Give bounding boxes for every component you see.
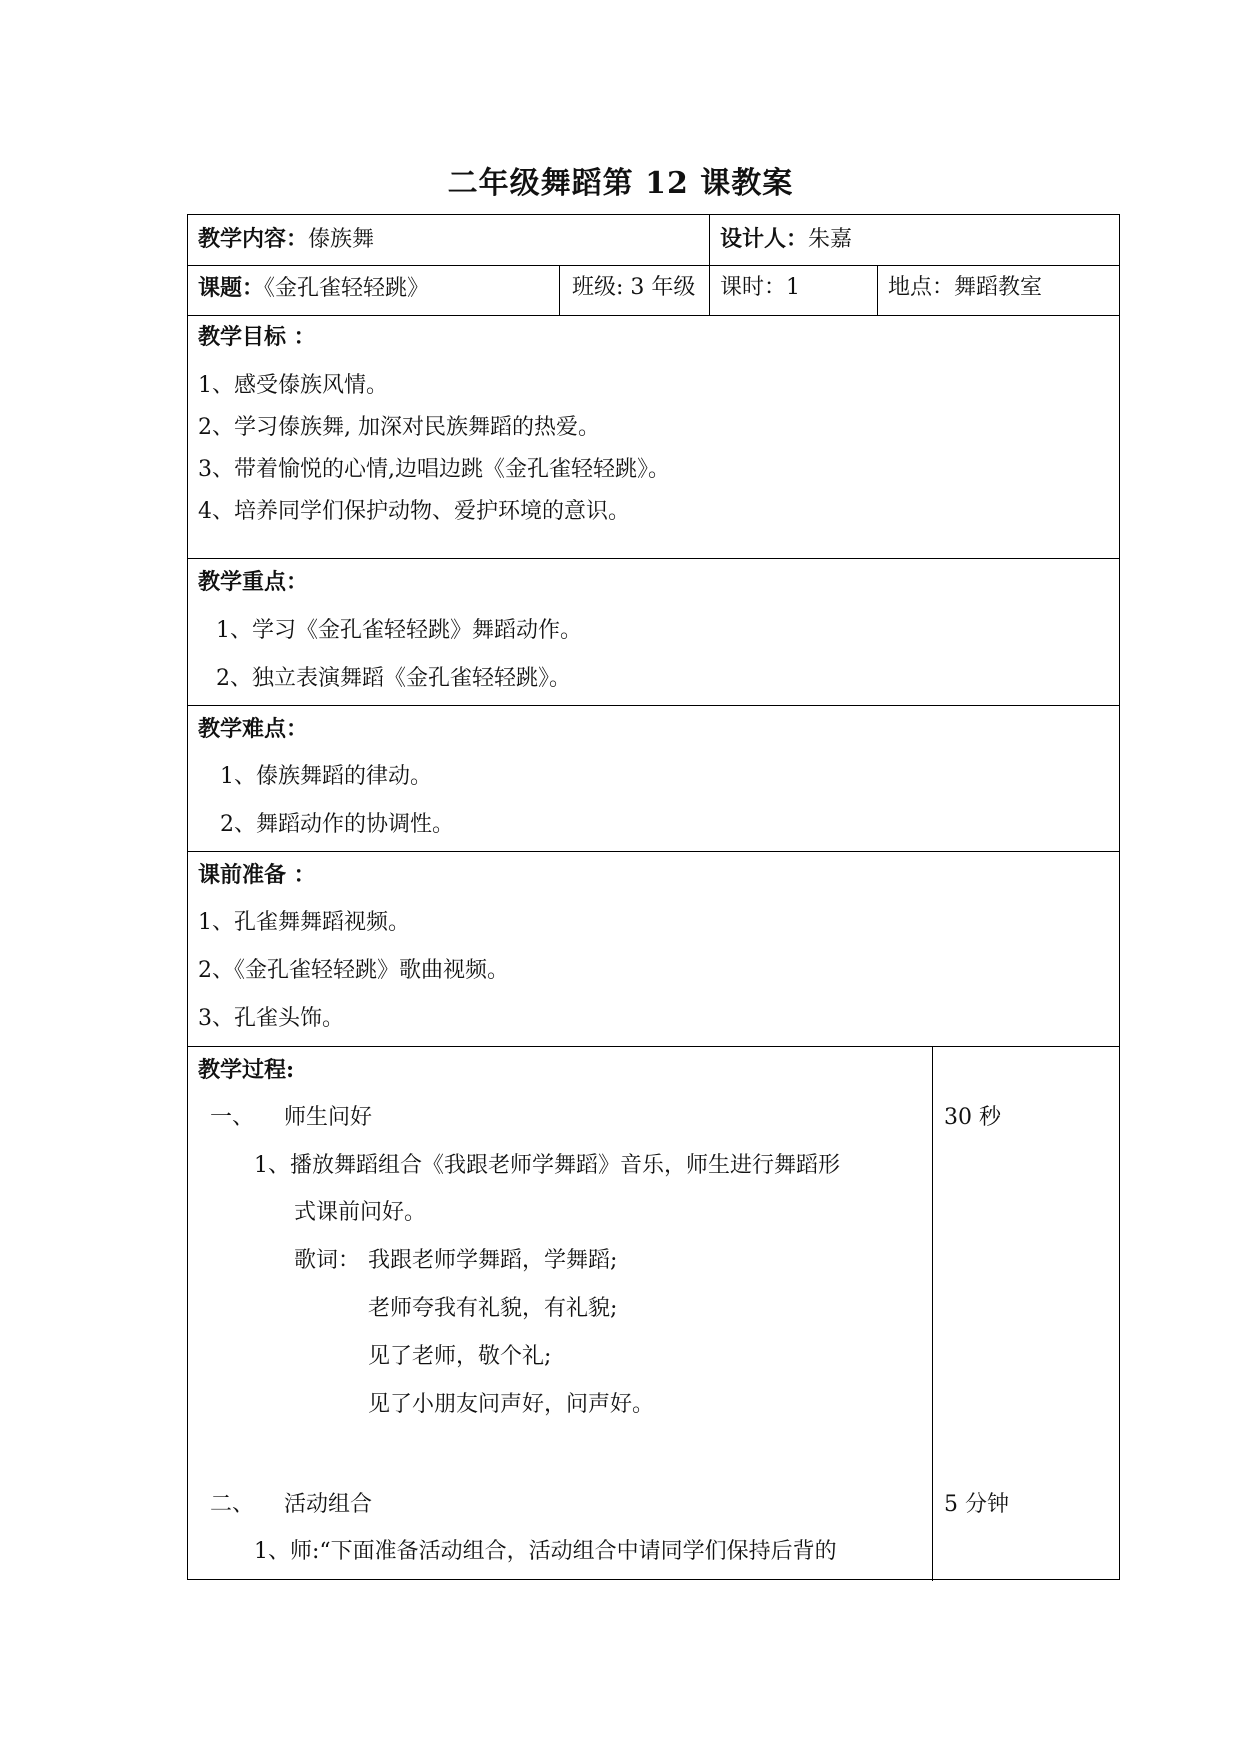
lyrics-line: 见了小朋友问声好，问声好。 xyxy=(368,1392,655,1417)
period-cell xyxy=(720,273,800,303)
content-cell xyxy=(198,224,374,255)
period-value: 1 xyxy=(786,275,801,300)
col-divider xyxy=(559,265,560,315)
row-divider xyxy=(188,1046,1119,1047)
designer-value: 朱嘉 xyxy=(808,227,853,252)
row-divider xyxy=(188,705,1119,706)
lyrics-line: 老师夸我有礼貌，有礼貌; xyxy=(368,1296,618,1321)
goal-item: 2、学习傣族舞, 加深对民族舞蹈的热爱。 xyxy=(198,415,600,440)
row-divider xyxy=(188,851,1119,852)
lyrics-label: 歌词： xyxy=(294,1248,361,1273)
lesson-plan-table xyxy=(187,214,1120,1580)
class-label: 班级: xyxy=(572,275,624,300)
col-divider xyxy=(932,1046,933,1581)
lyrics-line: 我跟老师学舞蹈，学舞蹈; xyxy=(368,1248,618,1273)
section1-title: 师生问好 xyxy=(284,1105,373,1130)
difficulty-item: 1、傣族舞蹈的律动。 xyxy=(220,764,432,789)
section2-line: 1、师:“下面准备活动组合，活动组合中请同学们保持后背的 xyxy=(254,1539,837,1564)
designer-cell xyxy=(720,224,852,255)
goal-item: 1、感受傣族风情。 xyxy=(198,373,388,398)
section1-line: 式课前问好。 xyxy=(294,1200,427,1225)
col-divider xyxy=(709,215,710,315)
goal-item: 3、带着愉悦的心情,边唱边跳《金孔雀轻轻跳》。 xyxy=(198,457,670,482)
page-title: 二年级舞蹈第 12 课教案 xyxy=(447,166,794,201)
designer-label: 设计人： xyxy=(720,226,809,252)
section1-number: 一、 xyxy=(210,1105,255,1130)
content-value: 傣族舞 xyxy=(308,227,375,252)
content-label: 教学内容： xyxy=(198,226,309,252)
key-point-item: 1、学习《金孔雀轻轻跳》舞蹈动作。 xyxy=(216,618,582,643)
difficulty-item: 2、舞蹈动作的协调性。 xyxy=(220,812,454,837)
place-cell xyxy=(888,273,1042,303)
difficulties-heading: 教学难点： xyxy=(198,716,309,742)
preparation-item: 2、《金孔雀轻轻跳》歌曲视频。 xyxy=(198,958,509,983)
section2-number: 二、 xyxy=(210,1492,255,1517)
section1-line: 1、播放舞蹈组合《我跟老师学舞蹈》音乐，师生进行舞蹈形 xyxy=(254,1153,840,1178)
row-divider xyxy=(188,315,1119,316)
process-heading: 教学过程: xyxy=(198,1057,295,1083)
col-divider xyxy=(877,265,878,315)
row-divider xyxy=(188,265,1119,266)
place-label: 地点： xyxy=(888,275,955,300)
goal-item: 4、培养同学们保护动物、爱护环境的意识。 xyxy=(198,499,630,524)
section2-title: 活动组合 xyxy=(284,1492,373,1517)
section1-time: 30 秒 xyxy=(944,1105,1001,1130)
key-points-heading: 教学重点： xyxy=(198,569,309,595)
key-point-item: 2、独立表演舞蹈《金孔雀轻轻跳》。 xyxy=(216,666,571,691)
place-value: 舞蹈教室 xyxy=(954,275,1043,300)
goals-heading: 教学目标 ： xyxy=(198,324,316,350)
preparation-heading: 课前准备 ： xyxy=(198,862,316,888)
preparation-item: 3、孔雀头饰。 xyxy=(198,1006,344,1031)
class-cell xyxy=(572,273,695,303)
row-divider xyxy=(188,558,1119,559)
section2-time: 5 分钟 xyxy=(944,1492,1009,1517)
topic-value: 《金孔雀轻轻跳》 xyxy=(264,276,430,301)
lyrics-line: 见了老师，敬个礼; xyxy=(368,1344,552,1369)
preparation-item: 1、孔雀舞舞蹈视频。 xyxy=(198,910,410,935)
period-label: 课时： xyxy=(720,275,787,300)
topic-label: 课题： xyxy=(198,275,265,301)
topic-cell xyxy=(198,273,429,304)
class-value: 3 年级 xyxy=(630,275,696,300)
